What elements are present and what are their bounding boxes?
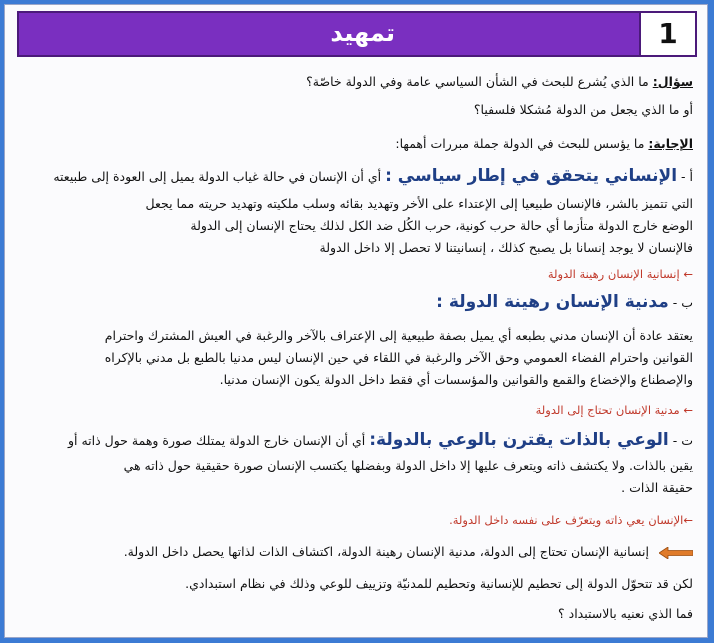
question-line-1 — [23, 73, 693, 91]
conclusion-line-1 — [23, 543, 693, 561]
section-b-heading: مدنية الإنسان رهينة الدولة : — [436, 292, 669, 312]
document-sheet — [4, 4, 708, 638]
page-title: تمهيد — [330, 19, 395, 47]
section-c-letter: ت - — [672, 433, 693, 448]
section-a-heading-line — [23, 165, 693, 188]
section-c-note: ←الإنسان يعي ذاته ويتعرّف على نفسه داخل الدولة. — [449, 513, 693, 527]
answer-text: ما يؤسس للبحث في الدولة جملة مبررات أهمها: — [395, 136, 645, 151]
section-c-heading-line — [23, 429, 693, 452]
section-c-line-1: أي أن الإنسان خارج الدولة يمتلك صورة وهمة حول ذاته أو — [67, 433, 366, 448]
section-b-letter: ب - — [672, 295, 693, 310]
lesson-number: 1 — [639, 13, 695, 55]
section-c-line-3: حقيقة الذات . — [621, 480, 693, 495]
section-a-letter: أ - — [681, 169, 693, 184]
section-a-line-3: الوضع خارج الدولة متأزما أي حالة حرب كونية، حرب الكُل ضد الكل لذلك يحتاج الإنسان إلى الدولة — [190, 218, 693, 233]
answer-label: الإجابة: — [648, 136, 693, 151]
answer-line — [23, 135, 693, 153]
question-text-1: ما الذي يُشرع للبحث في الشأن السياسي عامة وفي الدولة خاصّة؟ — [306, 74, 649, 89]
section-a-line-1: أي أن الإنسان في حالة غياب الدولة يميل إلى العودة إلى طبيعته — [53, 169, 382, 184]
conclusion-line-3: فما الذي نعنيه بالاستبداد ؟ — [558, 606, 693, 621]
arrow-left-icon — [659, 547, 693, 559]
section-b-heading-line — [23, 291, 693, 314]
section-b-note: ← مدنية الإنسان تحتاج إلى الدولة — [535, 403, 693, 417]
conclusion-text-1: إنسانية الإنسان تحتاج إلى الدولة، مدنية الإنسان رهينة الدولة، اكتشاف الذات لذاتها يحصل داخل الدولة. — [123, 544, 650, 559]
section-b-line-1: يعتقد عادة أن الإنسان مدني بطبعه أي يميل بصفة طبيعية إلى الإعتراف بالآخر والرغبة في العيش المشترك واحترام — [104, 328, 693, 343]
section-a-line-2: التي تتميز بالشر، فالإنسان طبيعيا إلى الإعتداء على الأخر وتهديد بقائه وسلب ملكيته وتهديد حريته مما يجعل — [145, 196, 693, 211]
question-line-2: أو ما الذي يجعل من الدولة مُشكلا فلسفيا؟ — [473, 102, 693, 117]
title-banner — [17, 11, 697, 57]
section-a-heading: الإنساني يتحقق في إطار سياسي : — [385, 166, 678, 186]
conclusion-line-2: لكن قد تتحوّل الدولة إلى تحطيم للإنسانية وتحطيم للمدنيّة وتزييف للوعي وذلك في نظام استبدادي. — [185, 576, 693, 591]
section-b-line-3: والإصطناع والإخضاع والقمع والقوانين والمؤسسات أي فقط داخل الدولة يكون الإنسان مدنيا. — [219, 372, 693, 387]
section-a-note: ← إنسانية الإنسان رهينة الدولة — [547, 267, 693, 281]
section-c-heading: الوعي بالذات يقترن بالوعي بالدولة: — [369, 430, 669, 450]
question-label: سؤال: — [652, 74, 693, 89]
section-a-line-4: فالإنسان لا يوجد إنسانا بل يصبح كذلك ، إنسانيتنا لا تحصل إلا داخل الدولة — [319, 240, 693, 255]
section-b-line-2: القوانين واحترام الفضاء العمومي وحق الآخر والرغبة في اللقاء في حين الإنسان ليس مدنيا بالطبع بل مدني بالإكراه — [104, 350, 693, 365]
section-c-line-2: يقين بالذات. ولا يكتشف ذاته ويتعرف عليها إلا داخل الدولة وبفضلها يكتسب الإنسان صورة حقيقية حول ذاته هي — [123, 458, 693, 473]
